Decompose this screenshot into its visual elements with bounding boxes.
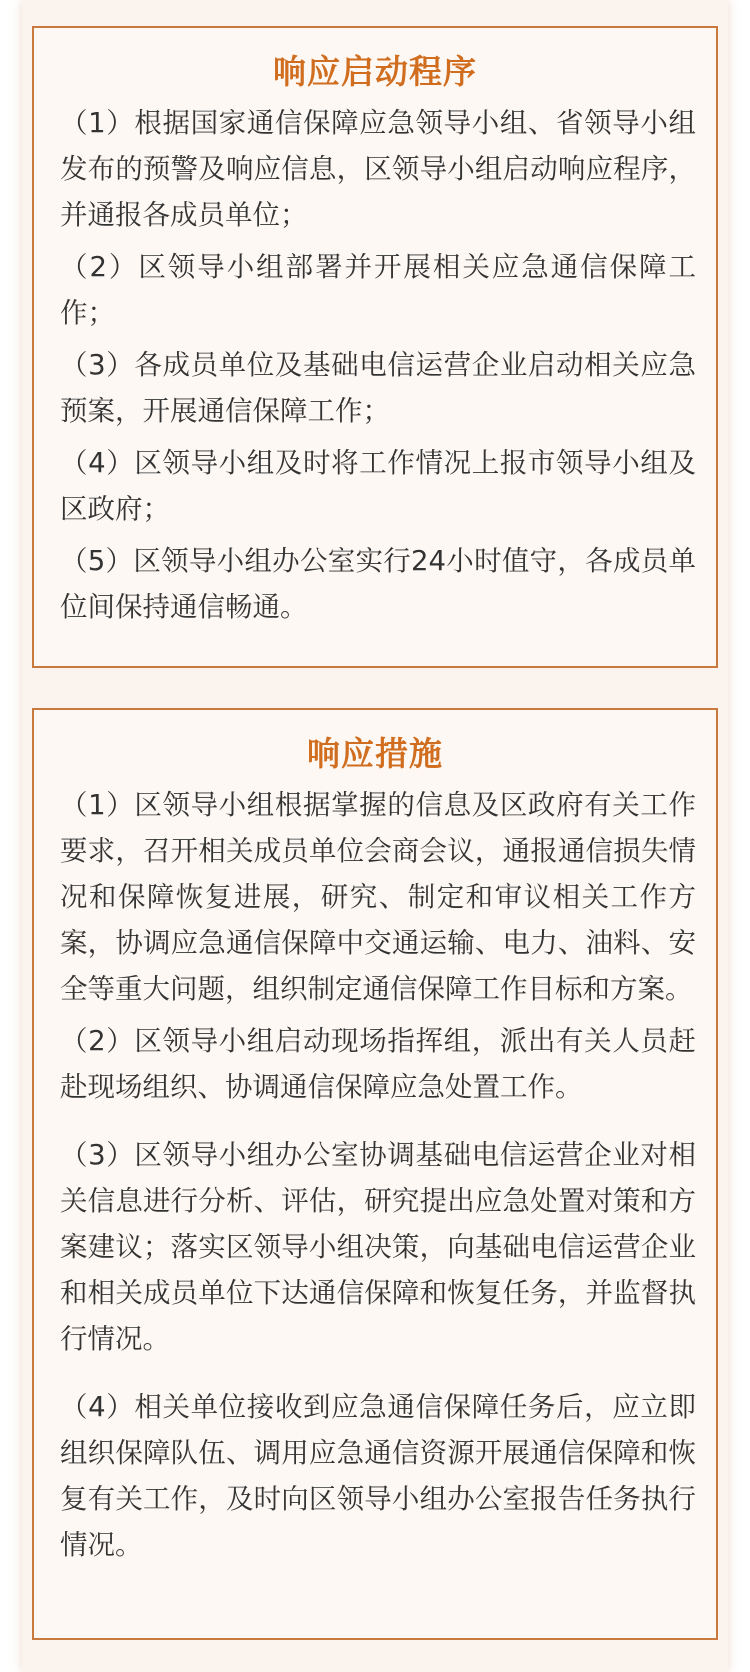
section-title: 响应启动程序 xyxy=(273,52,477,91)
paragraph: （3）区领导小组办公室协调基础电信运营企业对相关信息进行分析、评估，研究提出应急处置对策和方案建议；落实区领导小组决策，向基础电信运营企业和相关成员单位下达通信保障和恢复任务，并监督执行情况。 xyxy=(60,1139,696,1355)
paragraph: （4）相关单位接收到应急通信保障任务后，应立即组织保障队伍、调用应急通信资源开展通信保障和恢复有关工作，及时向区领导小组办公室报告任务执行情况。 xyxy=(60,1391,696,1561)
section-title: 响应措施 xyxy=(307,734,443,773)
paragraph: （2）区领导小组启动现场指挥组，派出有关人员赶赴现场组织、协调通信保障应急处置工作。 xyxy=(60,1025,696,1103)
paragraph: （1）根据国家通信保障应急领导小组、省领导小组发布的预警及响应信息，区领导小组启动响应程序，并通报各成员单位； xyxy=(60,107,696,231)
paragraph: （5）区领导小组办公室实行24小时值守，各成员单位间保持通信畅通。 xyxy=(60,545,696,623)
response-measures-card xyxy=(32,708,718,1640)
paragraph: （3）各成员单位及基础电信运营企业启动相关应急预案，开展通信保障工作； xyxy=(60,349,696,427)
paragraph: （4）区领导小组及时将工作情况上报市领导小组及区政府； xyxy=(60,447,696,525)
response-startup-procedure-card xyxy=(32,26,718,668)
paragraph: （2）区领导小组部署并开展相关应急通信保障工作； xyxy=(60,251,696,329)
paragraph: （1）区领导小组根据掌握的信息及区政府有关工作要求，召开相关成员单位会商会议，通报通信损失情况和保障恢复进展，研究、制定和审议相关工作方案，协调应急通信保障中交通运输、电力、油料、安全等重大问题，组织制定通信保障工作目标和方案。 xyxy=(60,789,696,1005)
